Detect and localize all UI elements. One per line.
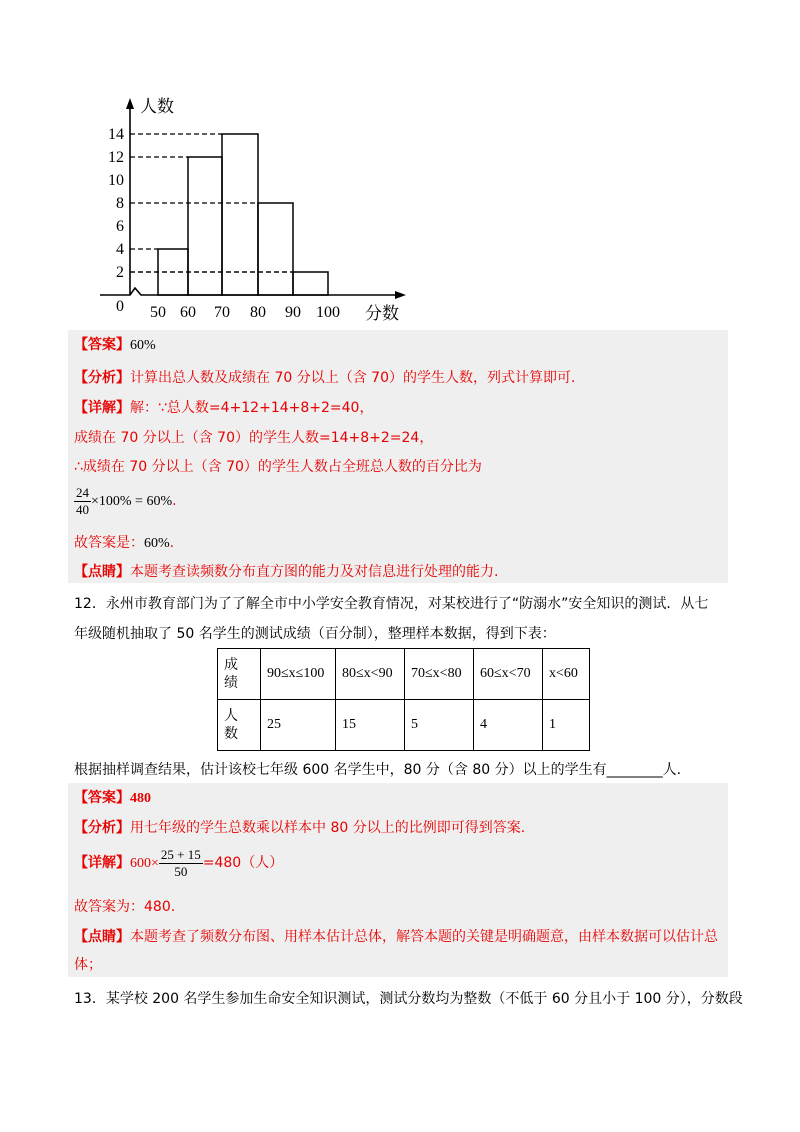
final-answer-line-12: 故答案为：480. bbox=[74, 899, 176, 915]
q12-line-1: 12．永州市教育部门为了了解全市中小学安全教育情况，对某校进行了“防溺水”安全知识的测试．从七 bbox=[74, 596, 709, 612]
answer-tag: 【答案】 bbox=[74, 790, 130, 806]
fraction bbox=[159, 847, 203, 880]
q13-line-1: 13．某学校 200 名学生参加生命安全知识测试，测试分数均为整数（不低于 60 分且小于 100 分），分数段 bbox=[74, 991, 743, 1007]
table-row-head bbox=[218, 649, 261, 700]
origin-label: 0 bbox=[116, 298, 124, 315]
final-value: 60% bbox=[144, 536, 170, 551]
y-tick-label: 14 bbox=[108, 126, 124, 143]
analysis-line bbox=[74, 368, 575, 388]
review-line bbox=[74, 562, 498, 582]
review-line-12b: 体； bbox=[74, 957, 102, 973]
head-char: 绩 bbox=[224, 675, 238, 691]
review-tag: 【点睛】 bbox=[74, 929, 130, 945]
detail-tag: 【详解】 bbox=[74, 855, 130, 871]
table-row-head bbox=[218, 700, 261, 751]
histogram-chart bbox=[90, 88, 420, 328]
table-row bbox=[218, 700, 590, 751]
y-tick-label: 6 bbox=[116, 218, 124, 235]
table-cell: x<60 bbox=[543, 649, 590, 700]
y-tick-label: 2 bbox=[116, 264, 124, 281]
review-tag: 【点睛】 bbox=[74, 564, 130, 580]
fraction-denominator: 50 bbox=[174, 863, 188, 879]
x-tick-label: 70 bbox=[214, 304, 230, 321]
head-char: 数 bbox=[224, 726, 238, 742]
fraction-denominator: 40 bbox=[76, 501, 89, 517]
head-char: 人 bbox=[224, 708, 238, 724]
fraction-numerator: 25 + 15 bbox=[160, 846, 201, 862]
y-tick-label: 12 bbox=[108, 149, 124, 166]
histogram-svg bbox=[90, 88, 420, 328]
detail-line-2: 成绩在 70 分以上（含 70）的学生人数=14+8+2=24， bbox=[74, 430, 434, 446]
q12-line-2: 年级随机抽取了 50 名学生的测试成绩（百分制），整理样本数据，得到下表： bbox=[74, 626, 556, 642]
final-prefix: 故答案是： bbox=[74, 535, 144, 551]
head-char: 成 bbox=[224, 657, 238, 673]
answer-value: 480 bbox=[130, 791, 151, 806]
fraction-line bbox=[74, 484, 177, 519]
score-table bbox=[217, 648, 590, 751]
table-cell: 4 bbox=[474, 700, 543, 751]
answer-line-12 bbox=[74, 788, 151, 809]
table-cell: 70≤x<80 bbox=[405, 649, 474, 700]
analysis-line-12 bbox=[74, 818, 525, 838]
x-tick-label: 90 bbox=[285, 304, 301, 321]
table-cell: 15 bbox=[336, 700, 405, 751]
table-row bbox=[218, 649, 590, 700]
y-tick-label: 10 bbox=[108, 172, 124, 189]
x-tick-label: 80 bbox=[250, 304, 266, 321]
table-cell: 80≤x<90 bbox=[336, 649, 405, 700]
analysis-tag: 【分析】 bbox=[74, 820, 130, 836]
answer-line bbox=[74, 335, 156, 356]
detail-pre: 600× bbox=[130, 856, 159, 871]
review-text: 本题考查读频数分布直方图的能力及对信息进行处理的能力. bbox=[130, 564, 499, 580]
review-text-1: 本题考查了频数分布图、用样本估计总体，解答本题的关键是明确题意，由样本数据可以估计总 bbox=[130, 929, 718, 945]
x-axis-arrow bbox=[395, 291, 406, 299]
answer-value: 60% bbox=[130, 338, 156, 353]
y-axis-arrow bbox=[126, 98, 134, 109]
x-axis-label: 分数 bbox=[365, 304, 399, 324]
detail-line-1 bbox=[74, 398, 373, 418]
table-cell: 25 bbox=[261, 700, 336, 751]
fraction-numerator: 24 bbox=[76, 484, 89, 500]
table-cell: 1 bbox=[543, 700, 590, 751]
fraction-rest: ×100% = 60% bbox=[91, 494, 173, 509]
y-tick-label: 8 bbox=[116, 195, 124, 212]
q12-line-3: 根据抽样调查结果，估计该校七年级 600 名学生中，80 分（含 80 分）以上的学生有________人. bbox=[74, 762, 682, 778]
detail-line-12 bbox=[74, 845, 283, 882]
fraction-period: . bbox=[172, 493, 177, 509]
histogram-bar-5 bbox=[293, 272, 328, 295]
histogram-bar-4 bbox=[258, 203, 293, 295]
fraction bbox=[74, 485, 91, 518]
x-tick-label: 50 bbox=[150, 304, 166, 321]
detail-line-3: ∴成绩在 70 分以上（含 70）的学生人数占全班总人数的百分比为 bbox=[74, 459, 482, 475]
histogram-bar-2 bbox=[188, 157, 222, 295]
answer-tag: 【答案】 bbox=[74, 337, 130, 353]
x-tick-label: 60 bbox=[180, 304, 196, 321]
x-axis bbox=[100, 288, 396, 295]
detail-text-1: 解：∵总人数=4+12+14+8+2=40， bbox=[130, 400, 374, 416]
analysis-text: 计算出总人数及成绩在 70 分以上（含 70）的学生人数，列式计算即可. bbox=[130, 370, 576, 386]
table-cell: 90≤x≤100 bbox=[261, 649, 336, 700]
analysis-text: 用七年级的学生总数乘以样本中 80 分以上的比例即可得到答案. bbox=[130, 820, 526, 836]
detail-post: =480（人） bbox=[202, 855, 284, 871]
y-tick-label: 4 bbox=[116, 241, 124, 258]
x-tick-label: 100 bbox=[316, 304, 340, 321]
table-cell: 60≤x<70 bbox=[474, 649, 543, 700]
y-axis-label: 人数 bbox=[140, 97, 174, 117]
table-cell: 5 bbox=[405, 700, 474, 751]
analysis-tag: 【分析】 bbox=[74, 370, 130, 386]
final-answer-line bbox=[74, 533, 174, 554]
detail-tag: 【详解】 bbox=[74, 400, 130, 416]
final-period: . bbox=[169, 535, 175, 551]
review-line-12 bbox=[74, 927, 718, 947]
histogram-bar-3 bbox=[222, 134, 258, 295]
